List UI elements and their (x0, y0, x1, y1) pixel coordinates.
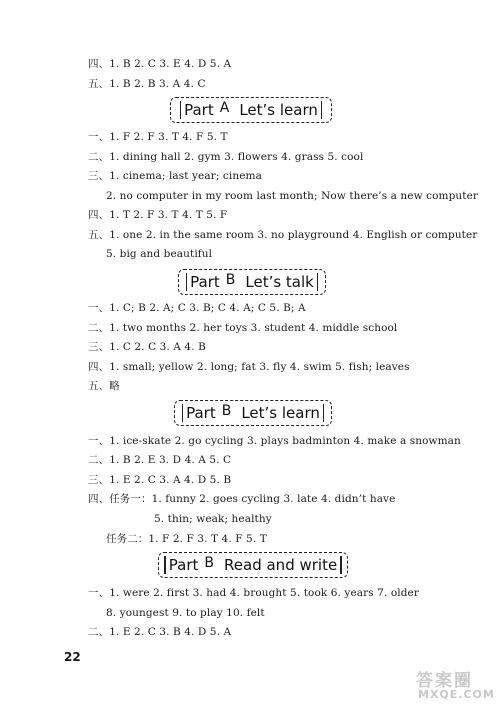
answer-line: 二、1. B 2. E 3. D 4. A 5. C (88, 454, 232, 466)
section-header-part-a-lets-learn (170, 97, 332, 123)
watermark-text-top: 答案圈 (416, 671, 473, 691)
answer-line: 5. thin; weak; healthy (154, 513, 272, 525)
page-number: 22 (64, 650, 81, 664)
answer-line: 二、1. dining hall 2. gym 3. flowers 4. grass 5. cool (88, 151, 364, 163)
header-letter: B (221, 403, 232, 419)
answer-line: 五、1. one 2. in the same room 3. no playground 4. English or computer (88, 229, 478, 241)
answer-line: 二、1. two months 2. her toys 3. student 4. middle school (88, 322, 398, 334)
section-header-part-b-lets-talk (178, 269, 326, 295)
header-letter: A (219, 100, 230, 116)
answer-line: 2. no computer in my room last month; Now there’s a new computer (106, 190, 479, 202)
answer-line: 二、1. E 2. C 3. B 4. D 5. A (88, 626, 232, 638)
header-title: Let’s learn (241, 404, 320, 422)
answer-line: 一、1. ice-skate 2. go cycling 3. plays badminton 4. make a snowman (88, 435, 461, 447)
header-title: Read and write (224, 556, 338, 574)
answer-line: 任务二：1. F 2. F 3. T 4. F 5. T (106, 533, 267, 545)
header-title: Let’s talk (245, 273, 314, 291)
header-part: Part (184, 101, 214, 119)
answer-line: 5. big and beautiful (106, 248, 213, 260)
section-header-part-b-read-and-write (158, 552, 348, 578)
answer-line: 五、1. B 2. B 3. A 4. C (88, 78, 206, 90)
watermark-logo (414, 666, 496, 702)
answer-line: 四、1. B 2. C 3. E 4. D 5. A (88, 58, 232, 70)
answer-line: 一、1. F 2. F 3. T 4. F 5. T (88, 131, 228, 143)
answer-line: 四、1. T 2. F 3. T 4. T 5. F (88, 209, 228, 221)
header-part: Part (168, 556, 199, 574)
header-letter: B (204, 555, 215, 571)
section-header-part-b-lets-learn (174, 400, 332, 426)
answer-line: 三、1. C 2. C 3. A 4. B (88, 341, 206, 353)
answer-line: 四、1. small; yellow 2. long; fat 3. fly 4. swim 5. fish; leaves (88, 361, 410, 373)
answer-line: 8. youngest 9. to play 10. felt (106, 607, 265, 619)
watermark-text-bottom: MXQE.COM (418, 688, 495, 701)
answer-line: 三、1. E 2. C 3. A 4. D 5. B (88, 474, 232, 486)
header-title: Let’s learn (239, 101, 318, 119)
answer-line: 四、任务一：1. funny 2. goes cycling 3. late 4. didn’t have (88, 493, 396, 505)
answer-line: 一、1. were 2. first 3. had 4. brought 5. took 6. years 7. older (88, 587, 419, 599)
answer-line: 一、1. C; B 2. A; C 3. B; C 4. A; C 5. B; A (88, 302, 306, 314)
header-part: Part (190, 273, 220, 291)
header-letter: B (225, 272, 236, 288)
answer-line: 五、略 (88, 380, 120, 392)
header-part: Part (186, 404, 216, 422)
answer-line: 三、1. cinema; last year; cinema (88, 170, 262, 182)
